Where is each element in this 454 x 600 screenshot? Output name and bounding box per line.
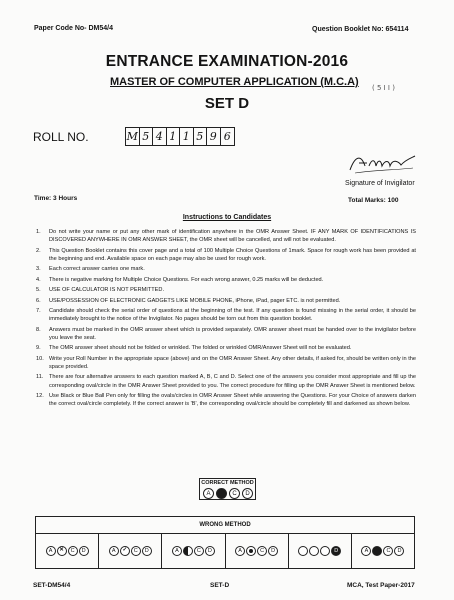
roll-digit: 5 — [140, 128, 154, 145]
invigilator-signature — [345, 148, 420, 178]
instruction-item — [36, 392, 416, 409]
footer-paper: MCA, Test Paper-2017 — [347, 582, 415, 589]
instruction-text: Answers must be marked in the OMR answer sheet which is provided separately. OMR answer sheet must be handed over to the invigilator before you leave the seat. — [49, 326, 416, 341]
roll-number-label: ROLL NO. — [33, 130, 89, 144]
instruction-text: USE/POSSESSION OF ELECTRONIC GADGETS LIKE MOBILE PHONE, iPhone, iPad, pager ETC. is not permitted. — [49, 297, 341, 304]
answer-bubble: D — [242, 488, 253, 499]
roll-digit: 4 — [153, 128, 167, 145]
correct-method-box — [199, 478, 256, 500]
instruction-item — [36, 265, 416, 273]
instructions-list — [36, 228, 416, 411]
instruction-item — [36, 344, 416, 352]
instruction-number: 9. — [36, 345, 41, 352]
instruction-number: 12. — [36, 393, 44, 400]
instruction-text: Write your Roll Number in the appropriate space (above) and on the OMR Answer Sheet. Any other details, if asked for, should be written only in the space provided. — [49, 355, 416, 370]
correct-method-bubbles — [203, 488, 253, 499]
wrong-method-row — [36, 534, 414, 568]
answer-bubble-filled — [216, 488, 227, 499]
instruction-number: 11. — [36, 374, 44, 381]
wrong-method-example — [226, 534, 289, 568]
roll-digit: 1 — [167, 128, 181, 145]
instruction-text: Each correct answer carries one mark. — [49, 266, 145, 273]
wrong-method-example — [99, 534, 162, 568]
roll-number-boxes — [125, 127, 235, 146]
answer-bubble: C — [131, 546, 141, 556]
wrong-method-example — [289, 534, 352, 568]
roll-digit: 6 — [223, 130, 231, 143]
roll-digit: 9 — [207, 128, 221, 145]
instruction-number: 6. — [36, 297, 41, 304]
footer-set: SET-D — [210, 582, 230, 589]
signature-label: Signature of Invigilator — [345, 180, 415, 187]
instruction-text: There are four alternative answers to each question marked A, B, C and D. Select one of the answers you consider most appropriate and fill up the corresponding oval/circle in the OMR Answer Sheet provided to you. The correct procedure for filling up the OMR Answer Sheet is mentioned below. — [49, 374, 416, 389]
answer-bubble: D — [79, 546, 89, 556]
instruction-text: There is negative marking for Multiple Choice Questions. For each wrong answer, 0.25 marks will be deducted. — [49, 276, 324, 283]
answer-bubble: C — [257, 546, 267, 556]
instruction-item — [36, 373, 416, 390]
answer-bubble: A — [203, 488, 214, 499]
total-marks-label: Total Marks: 100 — [348, 197, 399, 204]
roll-digit: 1 — [180, 128, 194, 145]
paper-code: Paper Code No- DM54/4 — [34, 25, 113, 32]
instruction-number: 1. — [36, 229, 41, 235]
answer-bubble: C — [229, 488, 240, 499]
set-title: SET D — [204, 95, 250, 112]
booklet-number: Question Booklet No: 654114 — [312, 26, 409, 33]
answer-bubble-cross: ✕ — [57, 546, 67, 556]
answer-bubble-dot — [246, 546, 256, 556]
instruction-text: Use Black or Blue Ball Pen only for filling the ovals/circles in OMR Answer Sheet while answering the Questions. For your Choice of answers darken the correct oval/circle completely. If the correct answer is 'B', the corresponding oval/circle should be completely fill and darkened as shown below. — [49, 393, 416, 408]
wrong-method-example — [352, 534, 414, 568]
answer-bubble-fill: D — [331, 546, 341, 556]
instruction-text: This Question Booklet contains this cover page and a total of 100 Multiple Choice Questions of 1mark. Space for rough work has been provided at the beginning and end. Available space on each page may also be used for rough work. — [49, 247, 416, 262]
wrong-method-header — [36, 517, 414, 534]
exam-title: ENTRANCE EXAMINATION-2016 — [105, 53, 349, 70]
instruction-number: 3. — [36, 266, 41, 273]
wrong-method-label: WRONG METHOD — [199, 522, 251, 528]
instruction-number: 2. — [36, 247, 41, 254]
answer-bubble — [309, 546, 319, 556]
instruction-number: 5. — [36, 287, 41, 294]
instruction-number: 7. — [36, 307, 41, 314]
instructions-heading: Instructions to Candidates — [182, 214, 272, 221]
answer-bubble: D — [268, 546, 278, 556]
correct-method-label: CORRECT METHOD — [201, 480, 254, 486]
instruction-item — [36, 307, 416, 324]
wrong-method-box — [35, 516, 415, 569]
instruction-item — [36, 276, 416, 284]
program-title: MASTER OF COMPUTER APPLICATION (M.C.A) — [110, 76, 359, 88]
answer-bubble: A — [235, 546, 245, 556]
answer-bubble: C — [68, 546, 78, 556]
roll-digit: M — [126, 130, 138, 143]
instruction-item — [36, 247, 416, 264]
answer-bubble-tick: ✓ — [120, 546, 130, 556]
answer-bubble: A — [172, 546, 182, 556]
answer-bubble: A — [361, 546, 371, 556]
program-note: ( 5 I I ) — [372, 84, 395, 92]
answer-bubble: A — [46, 546, 56, 556]
answer-bubble: D — [205, 546, 215, 556]
answer-bubble: C — [383, 546, 393, 556]
time-label: Time: 3 Hours — [34, 195, 78, 202]
answer-bubble-fill — [372, 546, 382, 556]
answer-bubble-half — [183, 546, 193, 556]
roll-digit: 5 — [194, 128, 208, 145]
wrong-method-example — [36, 534, 99, 568]
instruction-text: Do not write your name or put any other mark of identification anywhere in the OMR Answer Sheet. IF ANY MARK OF IDENTIFICATIONS IS DISCOVERED ANYWHERE IN OMR ANSWER SHEET, the OMR sheet will be cancelled, and will not be evaluated. — [49, 229, 416, 244]
instruction-item — [36, 286, 416, 294]
instruction-text: The OMR answer sheet should not be folded or wrinkled. The folded or wrinkled OMR/Answer Sheet will not be evaluated. — [49, 345, 352, 352]
answer-bubble: D — [142, 546, 152, 556]
wrong-method-example — [162, 534, 225, 568]
footer-set-code: SET-DM54/4 — [33, 582, 71, 589]
answer-bubble: C — [194, 546, 204, 556]
instruction-item — [36, 326, 416, 343]
answer-bubble: D — [394, 546, 404, 556]
answer-bubble — [298, 546, 308, 556]
answer-bubble: A — [109, 546, 119, 556]
instruction-item — [36, 297, 416, 305]
instruction-item — [36, 355, 416, 372]
instruction-number: 8. — [36, 326, 41, 333]
instruction-item — [36, 228, 416, 245]
instruction-number: 4. — [36, 276, 41, 283]
instruction-number: 10. — [36, 355, 44, 362]
answer-bubble — [320, 546, 330, 556]
instruction-text: USE OF CALCULATOR IS NOT PERMITTED. — [49, 287, 164, 294]
instruction-text: Candidate should check the serial order of questions at the beginning of the test. If any question is found missing in the serial order, it should be immediately brought to the notice of the Invigilator. No pages should be torn out from this question booklet. — [49, 307, 416, 323]
